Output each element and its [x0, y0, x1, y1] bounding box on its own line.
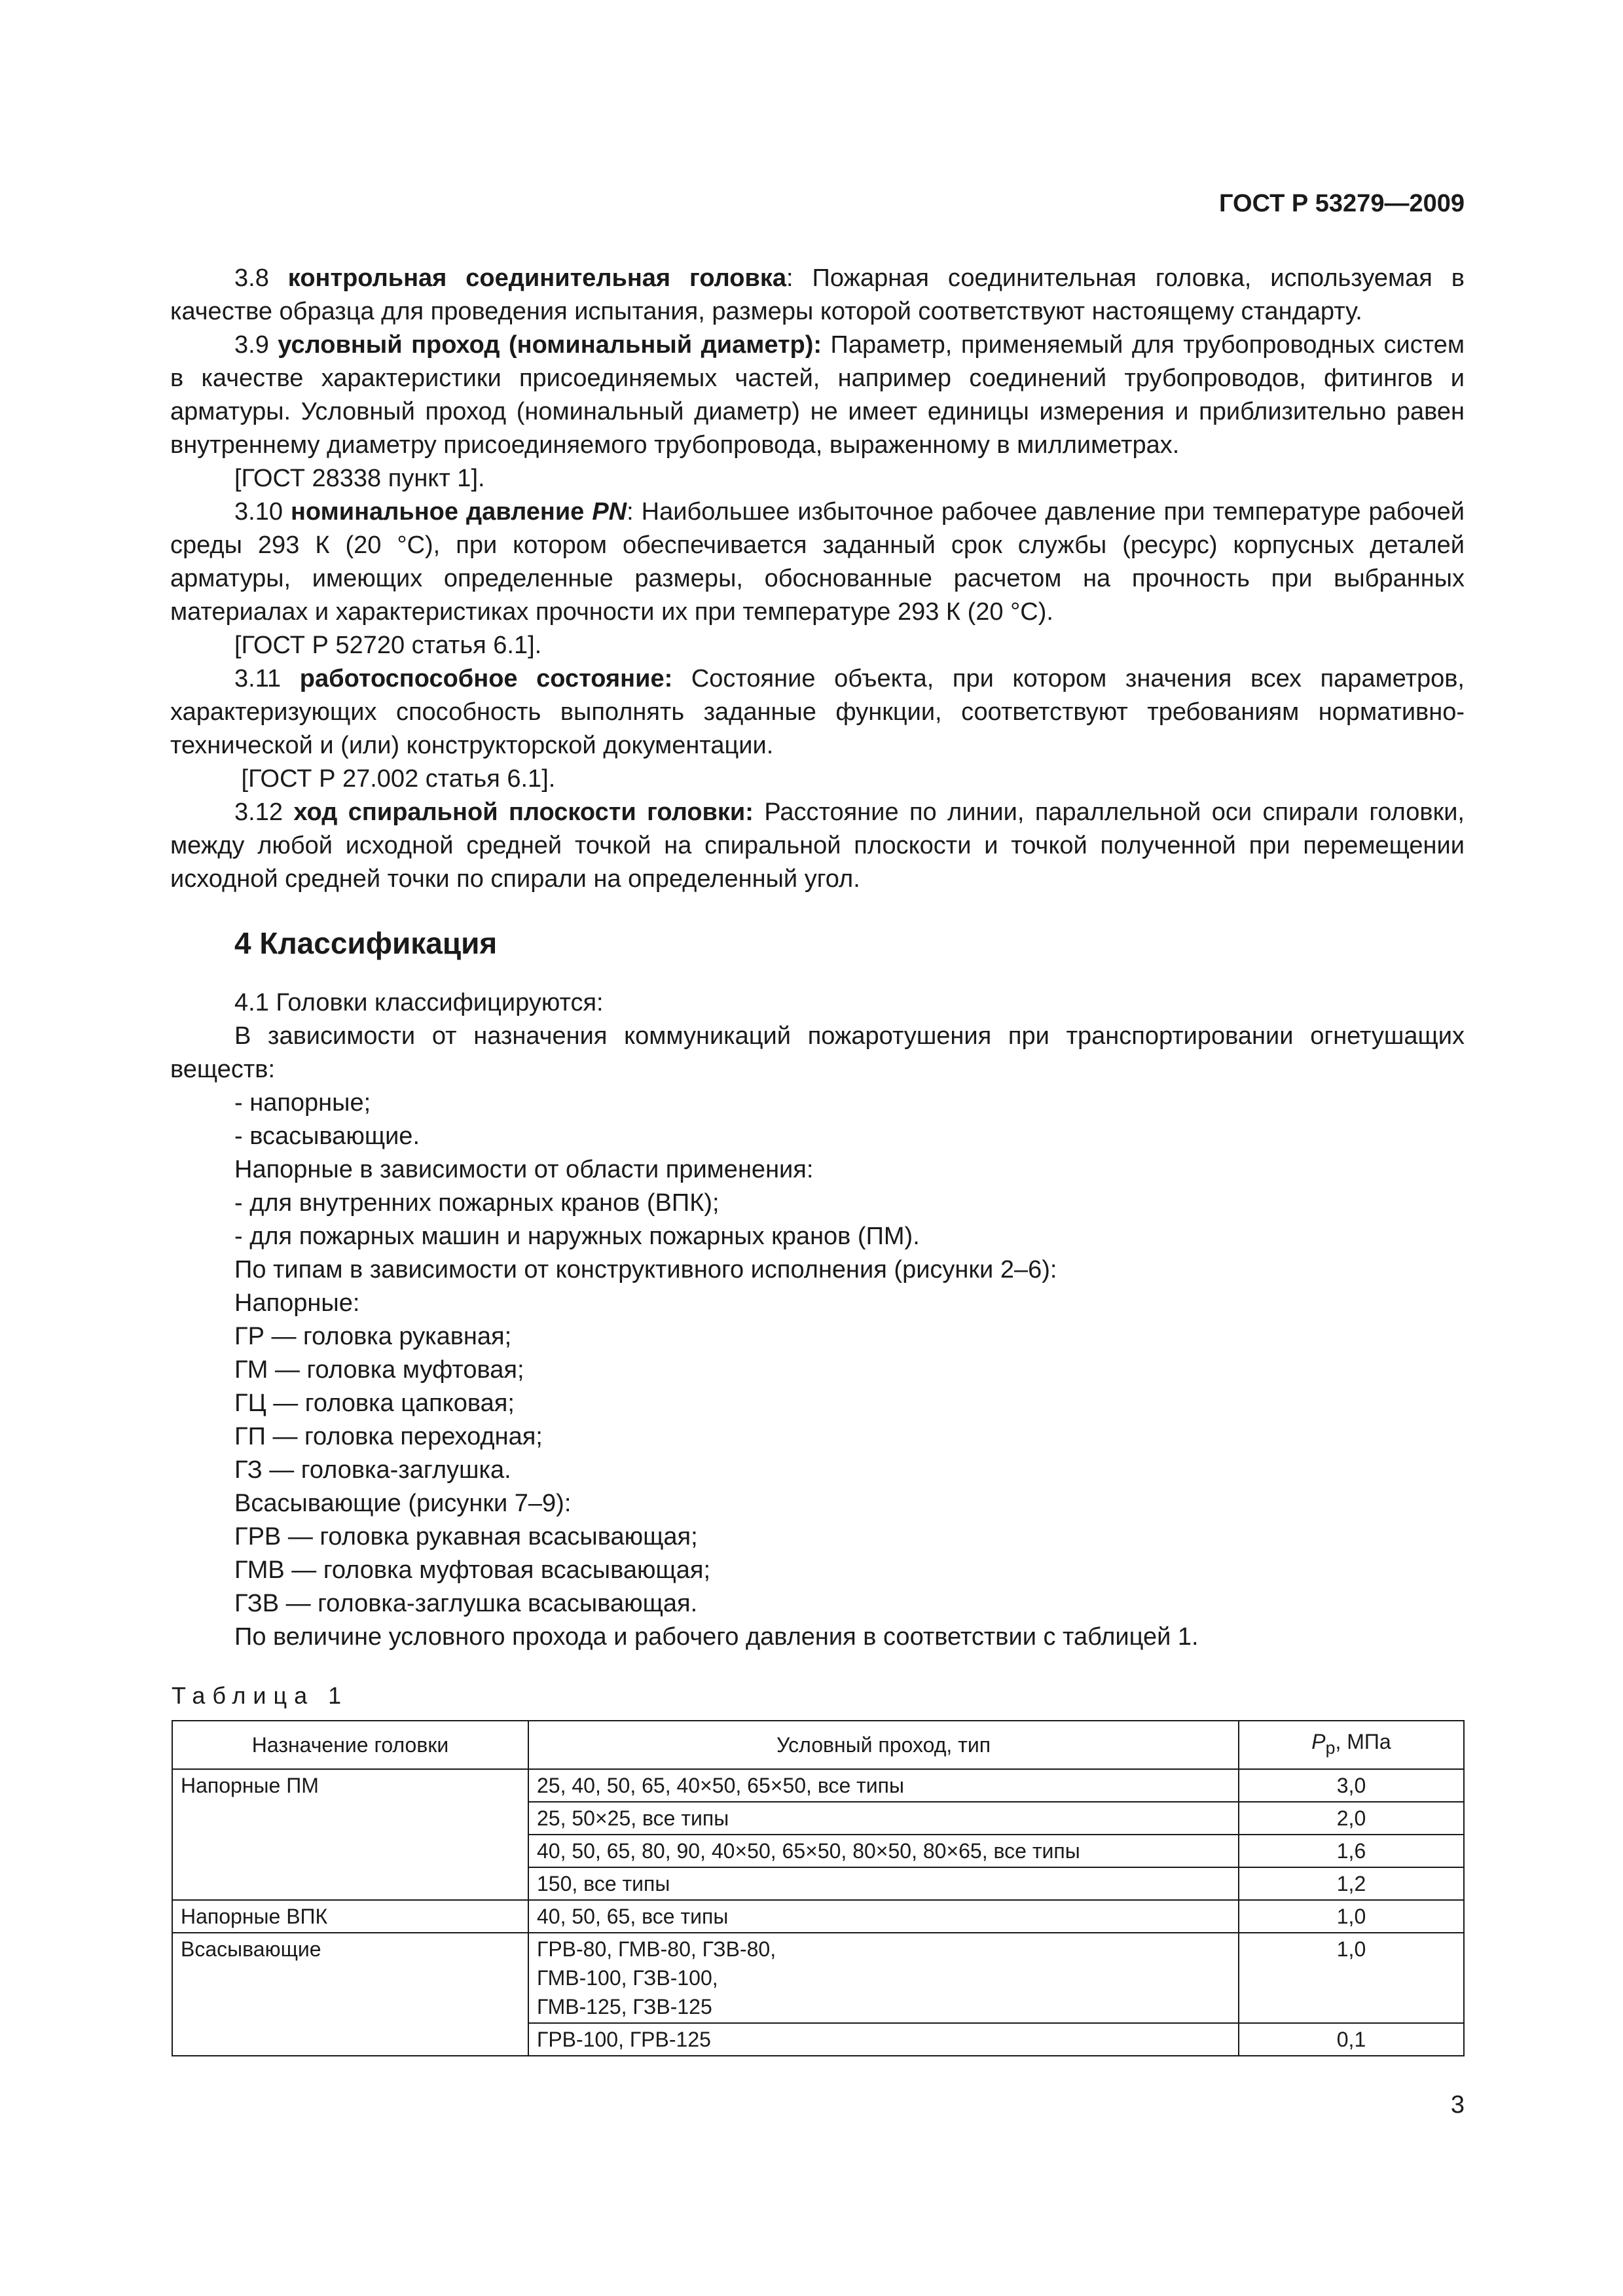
- clause-number: 3.11: [234, 665, 300, 692]
- term: контрольная соединительная головка: [287, 264, 786, 292]
- column-header: Условный проход, тип: [528, 1721, 1239, 1769]
- definition-3-8: [170, 262, 1465, 329]
- page-number: 3: [1450, 2091, 1465, 2119]
- list-item: ГЦ — головка цапковая;: [234, 1390, 515, 1417]
- table-cell: Напорные ПМ: [172, 1769, 528, 1900]
- classification-table: [172, 1720, 1465, 2056]
- term: номинальное давление: [290, 498, 593, 526]
- term: работоспособное состояние:: [299, 665, 673, 692]
- definition-3-10: [170, 495, 1465, 629]
- reference-3-10: [ГОСТ Р 52720 статья 6.1].: [234, 632, 542, 659]
- list-item: ГР — головка рукавная;: [234, 1323, 512, 1350]
- list-item: - для пожарных машин и наружных пожарных кранов (ПМ).: [234, 1223, 920, 1250]
- table-cell: [528, 1933, 1239, 2023]
- definition-text: Параметр, применяемый для трубопроводных систем в качестве характеристики присоединяемых частей, например соединений трубопроводов, фитингов и арматуры. Условный проход (номинальный диаметр) не имеет единицы измерения и приблизительно равен внутреннему диаметру присоединяемого трубопровода, выраженному в миллиметрах.: [170, 331, 1465, 459]
- list-item: Напорные в зависимости от области применения:: [234, 1156, 814, 1183]
- table-row: [172, 1933, 1464, 2023]
- table-cell: 1,2: [1239, 1867, 1464, 1900]
- table-caption: Таблица 1: [172, 1682, 349, 1709]
- table-cell: 1,0: [1239, 1933, 1464, 2023]
- table-cell: 25, 40, 50, 65, 40×50, 65×50, все типы: [528, 1769, 1239, 1802]
- definition-text: : Наибольшее избыточное рабочее давление при температуре рабочей среды 293 К (20 °С), при котором обеспечивается заданный срок службы (ресурс) корпусных деталей арматуры, имеющих определенные размеры, обоснованные расчетом на прочность при выбранных материалах и характеристиках прочности их при температуре 293 К (20 °С).: [170, 498, 1465, 626]
- pressure-subscript: р: [1325, 1738, 1336, 1758]
- pressure-symbol: P: [1311, 1730, 1326, 1754]
- clause-number: 3.10: [234, 498, 291, 526]
- term: условный проход (номинальный диаметр):: [278, 331, 822, 359]
- reference-3-11: [ГОСТ Р 27.002 статья 6.1].: [234, 765, 556, 793]
- list-item: Напорные:: [234, 1289, 360, 1317]
- definition-3-12: [170, 796, 1465, 896]
- list-item: ГРВ — головка рукавная всасывающая;: [234, 1523, 698, 1551]
- list-item: Всасывающие (рисунки 7–9):: [234, 1490, 572, 1517]
- main-text: [170, 262, 1465, 1654]
- table-cell: 1,6: [1239, 1835, 1464, 1867]
- cell-line: ГМВ-100, ГЗВ-100,: [537, 1966, 718, 1990]
- reference-3-9: [ГОСТ 28338 пункт 1].: [234, 465, 485, 492]
- table-cell: 40, 50, 65, 80, 90, 40×50, 65×50, 80×50, 80×65, все типы: [528, 1835, 1239, 1867]
- list-item: ГЗВ — головка-заглушка всасывающая.: [234, 1590, 698, 1617]
- clause-number: 3.8: [234, 264, 288, 292]
- table-row: [172, 1769, 1464, 1802]
- clause-number: 3.12: [234, 798, 294, 826]
- table-cell: Всасывающие: [172, 1933, 528, 2056]
- table-cell: 40, 50, 65, все типы: [528, 1900, 1239, 1933]
- list-item: По величине условного прохода и рабочего давления в соответствии с таблицей 1.: [234, 1623, 1199, 1651]
- table-cell: 3,0: [1239, 1769, 1464, 1802]
- table-cell: 1,0: [1239, 1900, 1464, 1933]
- table-row: [172, 1900, 1464, 1933]
- table-cell: Напорные ВПК: [172, 1900, 528, 1933]
- cell-line: ГРВ-80, ГМВ-80, ГЗВ-80,: [537, 1937, 776, 1961]
- classification-intro: 4.1 Головки классифицируются:: [234, 989, 604, 1016]
- column-header: [1239, 1721, 1464, 1769]
- list-item: ГЗ — головка-заглушка.: [234, 1456, 511, 1484]
- list-item: ГП — головка переходная;: [234, 1423, 543, 1450]
- definition-text: Расстояние по линии, параллельной оси спирали головки, между любой исходной средней точкой на спиральной плоскости и точкой полученной при перемещении исходной средней точки по спирали на определенный угол.: [170, 798, 1465, 893]
- table-cell: 2,0: [1239, 1802, 1464, 1835]
- table-cell: ГРВ-100, ГРВ-125: [528, 2023, 1239, 2056]
- clause-number: 3.9: [234, 331, 278, 359]
- document-header: ГОСТ Р 53279—2009: [1219, 190, 1465, 217]
- definition-3-9: [170, 329, 1465, 462]
- section-heading: 4 Классификация: [234, 926, 498, 960]
- list-item: ГМВ — головка муфтовая всасывающая;: [234, 1556, 711, 1584]
- definition-3-11: [170, 662, 1465, 762]
- column-header: Назначение головки: [172, 1721, 528, 1769]
- table-cell: 25, 50×25, все типы: [528, 1802, 1239, 1835]
- list-item: ГМ — головка муфтовая;: [234, 1356, 524, 1384]
- list-item: По типам в зависимости от конструктивного исполнения (рисунки 2–6):: [234, 1256, 1057, 1283]
- table-cell: 150, все типы: [528, 1867, 1239, 1900]
- definition-text: Состояние объекта, при котором значения всех параметров, характеризующих способность выполнять заданные функции, соответствуют требованиям нормативно-технической и (или) конструкторской документации.: [170, 665, 1465, 759]
- list-item: - напорные;: [234, 1089, 371, 1117]
- table-header-row: [172, 1721, 1464, 1769]
- term: ход спиральной плоскости головки:: [293, 798, 754, 826]
- classification-by-purpose: В зависимости от назначения коммуникаций пожаротушения при транспортировании огнетушащих веществ:: [170, 1022, 1465, 1083]
- pressure-unit: , МПа: [1335, 1730, 1391, 1754]
- table-cell: 0,1: [1239, 2023, 1464, 2056]
- cell-line: ГМВ-125, ГЗВ-125: [537, 1995, 712, 2018]
- list-item: - для внутренних пожарных кранов (ВПК);: [234, 1189, 720, 1217]
- term-symbol: PN: [592, 498, 627, 526]
- list-item: - всасывающие.: [234, 1122, 420, 1150]
- definition-text: : Пожарная соединительная головка, используемая в качестве образца для проведения испытания, размеры которой соответствуют настоящему стандарту.: [170, 264, 1465, 325]
